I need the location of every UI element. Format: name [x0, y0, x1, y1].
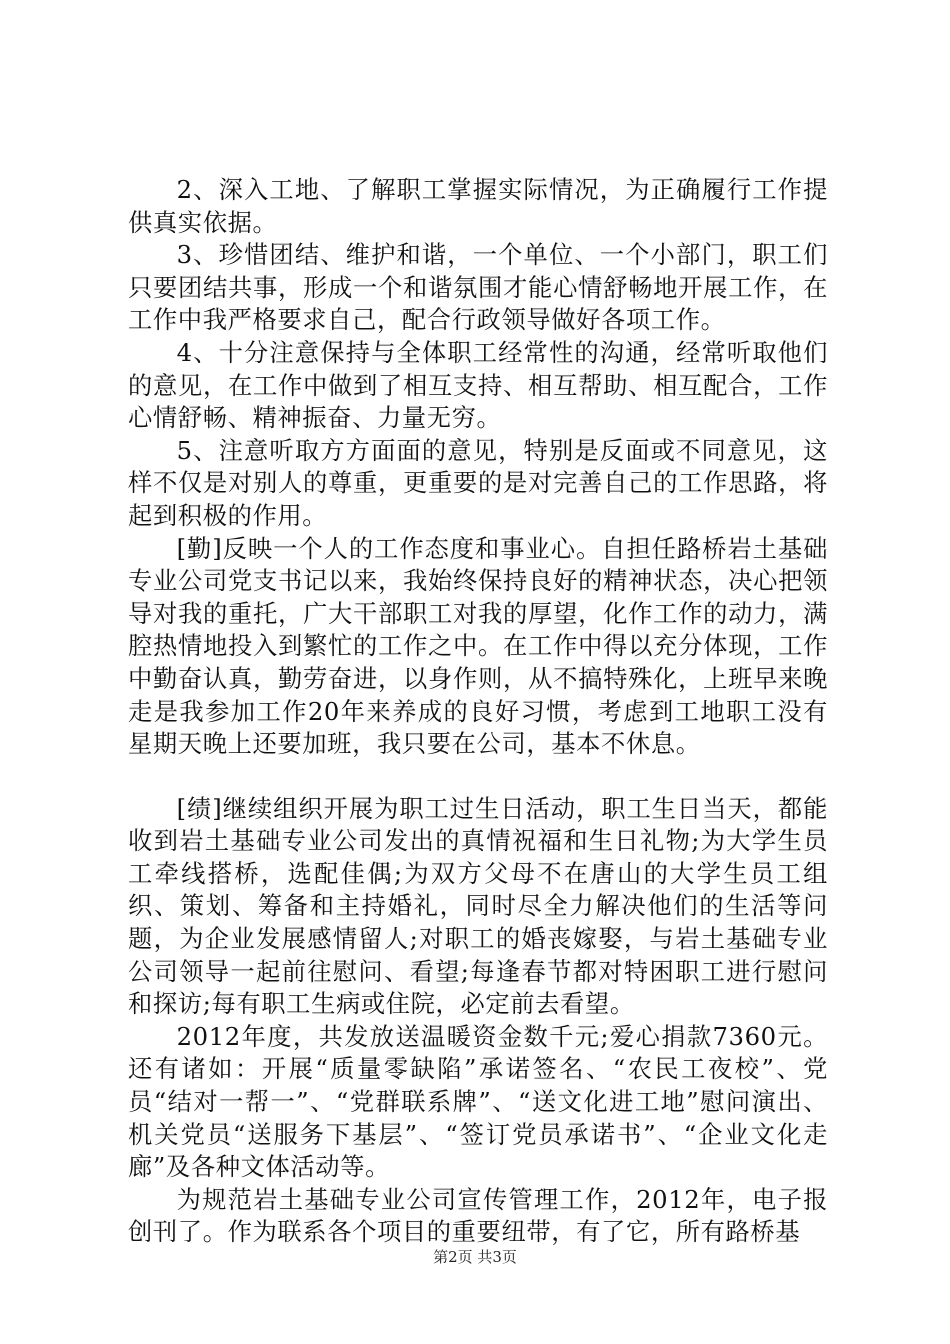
paragraph-2012-funds: 2012年度，共发放送温暖资金数千元;爱心捐款7360元。还有诸如：开展“质量零缺陷”承诺签名、“农民工夜校”、党员“结对一帮一”、“党群联系牌”、“送文化进工地”慰问演出、机关党员“送服务下基层”、“签订党员承诺书”、“企业文化走廊”及各种文体活动等。	[128, 1021, 828, 1182]
paragraph-item-3: 3、珍惜团结、维护和谐，一个单位、一个小部门，职工们只要团结共事，形成一个和谐氛围才能心情舒畅地开展工作，在工作中我严格要求自己，配合行政领导做好各项工作。	[128, 240, 828, 335]
paragraph-item-5: 5、注意听取方方面面的意见，特别是反面或不同意见，这样不仅是对别人的尊重，更重要的是对完善自己的工作思路，将起到积极的作用。	[128, 435, 828, 530]
paragraph-item-2: 2、深入工地、了解职工掌握实际情况，为正确履行工作提供真实依据。	[128, 175, 828, 237]
page-number-footer: 第2页 共3页	[433, 1248, 517, 1266]
paragraph-e-newspaper: 为规范岩土基础专业公司宣传管理工作，2012年，电子报创刊了。作为联系各个项目的重要纽带，有了它，所有路桥基	[128, 1184, 828, 1247]
paragraph-achievements: [绩]继续组织开展为职工过生日活动，职工生日当天，都能收到岩土基础专业公司发出的真情祝福和生日礼物;为大学生员工牵线搭桥，选配佳偶;为双方父母不在唐山的大学生员工组织、策划、筹备和主持婚礼，同时尽全力解决他们的生活等问题，为企业发展感情留人;对职工的婚丧嫁娶，与岩土基础专业公司领导一起前往慰问、看望;每逢春节都对特困职工进行慰问和探访;每有职工生病或住院，必定前去看望。	[128, 793, 828, 1019]
paragraph-diligence: [勤]反映一个人的工作态度和事业心。自担任路桥岩土基础专业公司党支书记以来，我始终保持良好的精神状态，决心把领导对我的重托，广大干部职工对我的厚望，化作工作的动力，满腔热情地投入到繁忙的工作之中。在工作中得以充分体现，工作中勤奋认真，勤劳奋进，以身作则，从不搞特殊化，上班早来晚走是我参加工作20年来养成的良好习惯，考虑到工地职工没有星期天晚上还要加班，我只要在公司，基本不休息。	[128, 533, 828, 759]
document-body	[128, 174, 828, 1249]
paragraph-item-4: 4、十分注意保持与全体职工经常性的沟通，经常听取他们的意见，在工作中做到了相互支持、相互帮助、相互配合，工作心情舒畅、精神振奋、力量无穷。	[128, 337, 828, 433]
